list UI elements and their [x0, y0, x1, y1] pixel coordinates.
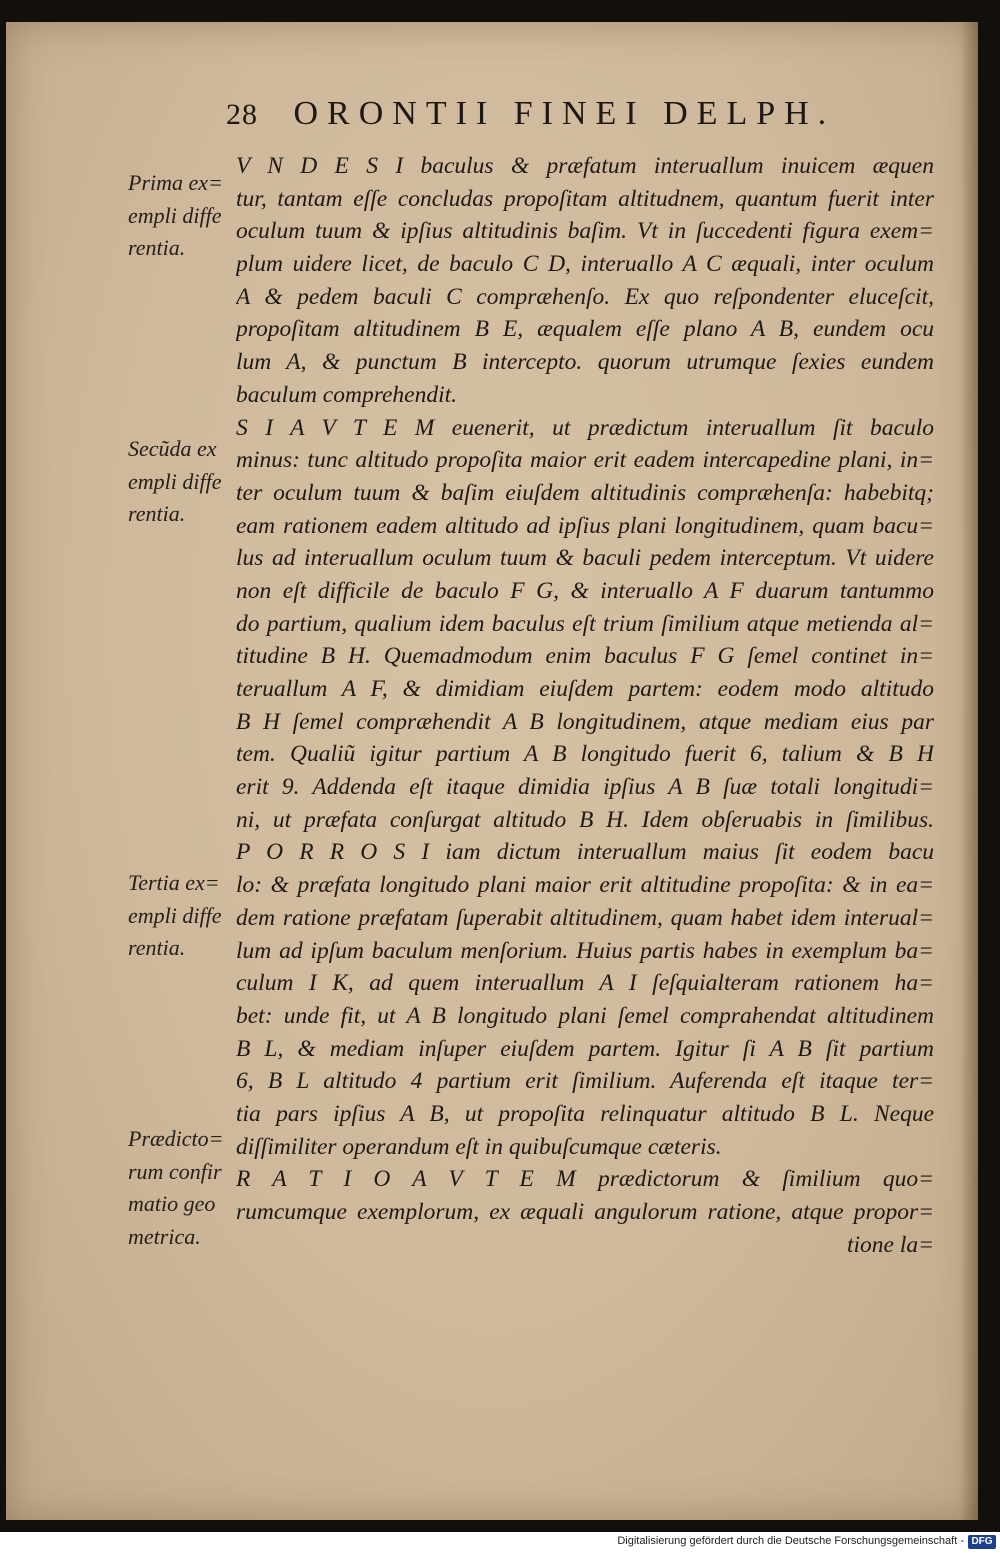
text-line: rumcumque exemplorum, ex æquali angulorum ratione, atque propor= [236, 1199, 934, 1225]
margin-note-line: matio geo [128, 1191, 216, 1217]
margin-note-line: empli diffe [128, 202, 222, 228]
text-line: teruallum A F, & dimidiam eiuſdem partem: eodem modo altitudo [236, 676, 934, 702]
text-line: titudine B H. Quemadmodum enim baculus F G ſemel continet in= [236, 643, 934, 670]
margin-note-prima [128, 167, 243, 265]
text-line: 6, B L altitudo 4 partium erit ſimilium. Auferenda eſt itaque ter= [236, 1068, 934, 1095]
text-line: ni, ut præfata conſurgat altitudo B H. Idem obſeruabis in ſimilibus. [236, 806, 934, 833]
text-line: tur, tantam eſſe concludas propoſitam altitudnem, quantum fuerit inter [236, 185, 934, 212]
page-edge-shadow [960, 22, 978, 1520]
margin-note-line: empli diffe [128, 902, 222, 928]
margin-note-line: rentia. [128, 235, 186, 261]
text-line: lus ad interuallum oculum tuum & baculi pedem interceptum. Vt uidere [236, 545, 934, 572]
margin-note-secunda [128, 433, 243, 531]
text-line: diſſimiliter operandum eſt in quibuſcumque cæteris. [236, 1133, 722, 1160]
text-line: tia pars ipſius A B, ut propoſita relinquatur altitudo B L. Neque [236, 1100, 934, 1127]
catchword-line: tione la= [846, 1231, 934, 1258]
text-line: P O R R O S I iam dictum interuallum maius ſit eodem bacu [236, 839, 934, 866]
margin-note-line: Secũda ex [128, 436, 217, 461]
margin-note-line: rum confir [128, 1158, 222, 1184]
text-line: S I A V T E M euenerit, ut prædictum interuallum ſit baculo [236, 414, 934, 441]
running-header [226, 95, 946, 135]
dfg-logo[interactable]: DFG [968, 1535, 996, 1549]
margin-note-line: rentia. [128, 501, 186, 527]
text-line: B H ſemel compræhendit A B longitudinem, atque mediam eius par [236, 708, 934, 735]
text-line: bet: unde fit, ut A B longitudo plani ſemel comprahendat altitudinem [236, 1002, 934, 1029]
margin-note-line: Prædicto= [128, 1126, 224, 1151]
text-line: culum I K, ad quem interuallum A I ſeſquialteram rationem ha= [236, 970, 934, 997]
page-number: 28 [226, 98, 258, 131]
text-line: propoſitam altitudinem B E, æqualem eſſe plano A B, eundem ocu [236, 316, 934, 343]
text-line: R A T I O A V T E M prædictorum & ſimilium quo= [236, 1166, 934, 1193]
text-line: oculum tuum & ipſius altitudinis baſim. Vt in ſuccedenti figura exem= [236, 218, 934, 245]
text-line: do partium, qualium idem baculus eſt trium ſimilium atque metienda al= [236, 610, 934, 637]
margin-note-tertia [128, 867, 243, 965]
text-line: baculum comprehendit. [236, 381, 458, 408]
text-line: non eſt difficile de baculo F G, & interuallo A F duarum tantummo [236, 577, 934, 604]
text-line: tem. Qualiũ igitur partium A B longitudo fuerit 6, talium & B H [236, 741, 934, 768]
margin-note-line: Prima ex= [128, 170, 223, 195]
funding-credit: Digitalisierung gefördert durch die Deutsche Forschungsgemeinschaft - [617, 1535, 964, 1547]
text-line: lo: & præfata longitudo plani maior erit altitudine propoſita: & in ea= [236, 872, 934, 899]
running-title: ORONTII FINEI DELPH. [293, 95, 836, 132]
margin-note-line: rentia. [128, 935, 186, 961]
text-line: erit 9. Addenda eſt itaque dimidia ipſius A B ſuæ totali longitudi= [236, 774, 934, 801]
text-line: V N D E S I baculus & præfatum interuallum inuicem æquen [236, 153, 934, 179]
margin-note-praedictorum [128, 1123, 243, 1254]
text-line: lum ad ipſum baculum menſorium. Huius partis habes in exemplum ba= [236, 937, 934, 964]
main-text-block [236, 150, 934, 1261]
text-line: A & pedem baculi C compræhenſo. Ex quo reſpondenter eluceſcit, [236, 283, 934, 310]
digitization-footer [0, 1532, 1000, 1553]
text-line: plum uidere licet, de baculo C D, interuallo A C æquali, inter oculum [236, 251, 934, 278]
margin-note-line: Tertia ex= [128, 870, 220, 895]
text-line: eam rationem eadem altitudo ad ipſius plani longitudinem, quam bacu= [236, 512, 934, 539]
text-line: lum A, & punctum B intercepto. quorum utrumque ſexies eundem [236, 349, 934, 376]
text-line: dem ratione præfatam ſuperabit altitudinem, quam habet idem interual= [236, 904, 934, 931]
text-line: B L, & mediam inſuper eiuſdem partem. Igitur ſi A B ſit partium [236, 1035, 934, 1062]
text-line: minus: tunc altitudo propoſita maior erit eadem intercapedine plani, in= [236, 447, 934, 474]
margin-note-line: empli diffe [128, 468, 222, 494]
text-line: ter oculum tuum & baſim eiuſdem altitudinis compræhenſa: habebitq; [236, 479, 934, 506]
margin-note-line: metrica. [128, 1224, 201, 1250]
